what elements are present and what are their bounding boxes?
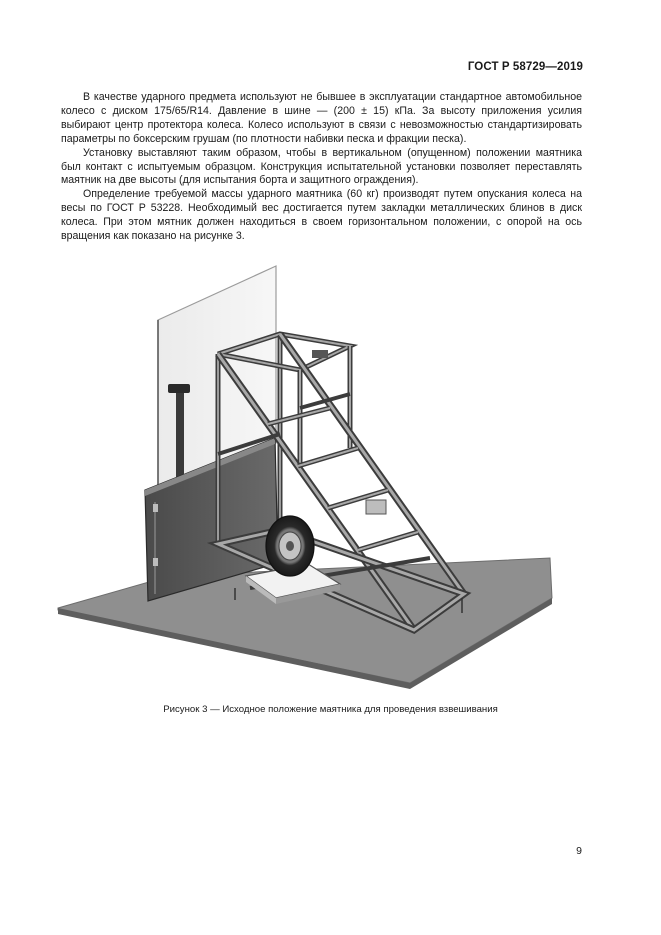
paragraph-impact-object: В качестве ударного предмета используют не бывшее в эксплуатации стандартное автомобильное колесо с диском 175/65/R14. Давление в шине — (200 ± 15) кПа. За высоту приложения усилия выбирают центр протектора колеса. Колесо используют в связи с невозможностью стандартизировать параметры по боксерским грушам (по плотности набивки песка и фракции песка). [61,91,582,145]
pendulum-test-rig-illustration [50,258,590,698]
document-header: ГОСТ Р 58729—2019 [467,61,583,73]
paragraph-mass-determination: Определение требуемой массы ударного маятника (60 кг) производят путем опускания колеса на весы по ГОСТ Р 53228. Необходимый вес достигается путем закладки металлических блинов в диск колеса. При этом мятник должен находиться в своем горизонтальном положении, с опорой на ось вращения как показано на рисунке 3. [61,188,582,243]
post-cap [168,384,190,393]
pendulum-hub [366,500,386,514]
page-number: 9 [576,845,582,857]
pendulum-arm-clamp [312,350,328,358]
figure-caption: Рисунок 3 — Исходное положение маятника для проведения взвешивания [163,704,498,715]
paragraph-installation: Установку выставляют таким образом, чтобы в вертикальном (опущенном) положении маятника был контакт с испытуемым образцом. Конструкция испытательной установки позволяет переставлять маятник на две высоты (для испытания борта и защитного ограждения). [61,146,582,187]
body-text [61,91,582,244]
